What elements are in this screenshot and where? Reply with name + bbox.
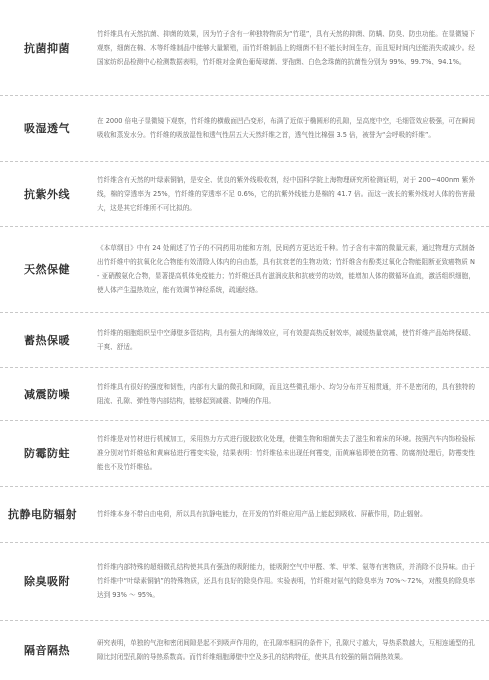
section-warmth — [0, 312, 489, 368]
section-text: 竹纤维本身不带自由电荷，所以具有抗静电能力，在开发的竹纤维应用产品上能起到吸收、屏蔽作用，防止辐射。 — [97, 510, 427, 518]
section-insulation — [0, 620, 489, 680]
section-text: 竹纤维的细胞组织呈中空薄壁多管结构，具有强大的海绵效应，可有效提高热反射效率，减缓热量衰减，使竹纤维产品始终保暖、干爽、舒适。 — [97, 328, 475, 351]
section-antibacterial — [0, 0, 489, 96]
section-title: 防霉防蛀 — [24, 447, 70, 460]
section-antistatic — [0, 486, 489, 543]
section-title: 天然保健 — [24, 263, 70, 276]
section-text: 研究表明，单独的气泡和密闭间隙是起不到吸声作用的，在孔隙率相同的条件下，孔隙尺寸越大，导热系数越大，互相连通型的孔隙比封闭型孔隙的导热系数高。而竹纤维细胞薄壁中空及多孔的结构特征，使其具有较强的隔音隔热效果。 — [97, 639, 475, 661]
section-text: 竹纤维具有很好的强度和韧性，内部有大量的微孔和间隙，而且这些微孔细小、均匀分布并互相贯通，并不是密闭的，具有独特的阻流、孔隙、弹性等内部结构，能够起到减震、防噪的作用。 — [97, 382, 475, 405]
section-title: 抗菌抑菌 — [24, 41, 70, 55]
section-text: 《本草纲目》中有 24 处阐述了竹子的不同药用功能和方剂，民间药方更达近千种。竹子含有丰富的微量元素，通过物理方式制备出竹纤维中的抗氧化化合物能有效清除人体内的自由基，具有抗衰老的生物功效；竹纤维含有酚类过氧化合物能阻断亚致癌物质 N- 亚硝酸氨化合物，显著提高机体免疫能力；竹纤维还具有滋润皮肤和抗疲劳的功效，能增加人体的微循环血流，激活组织细胞，使人体产生温热效应，能有效调节神经系统，疏通经络。 — [97, 244, 475, 294]
section-text: 竹纤维内部特殊的超细微孔结构使其具有强劲的吸附能力，能吸附空气中甲醛、苯、甲苯、氨等有害物质，并消除不良异味。由于竹纤维中“叶绿素铜钠”的特殊物质，还具有良好的除臭作用。实验表明，竹纤维对氨气的除臭率为 70%～72%，对酸臭的除臭率达到 93% ～ 95%。 — [97, 563, 475, 599]
section-natural-health — [0, 226, 489, 313]
section-title: 除臭吸附 — [24, 575, 70, 588]
section-breathable — [0, 95, 489, 162]
section-shock-noise — [0, 367, 489, 421]
section-title: 减震防噪 — [24, 387, 70, 401]
section-text: 竹纤维含有天然的叶绿素铜钠，是安全、优良的紫外线吸收剂，经中国科学院上海物理研究所检测证明，对于 200~400nm 紫外线，棉的穿透率为 25%，竹纤维的穿透率不足 0.6%，它的抗紫外线能力是棉的 41.7 倍。而这一波长的紫外线对人体的伤害最大，这是其它纤维所不可比拟的。 — [97, 175, 475, 212]
section-text: 在 2000 倍电子显微镜下观察，竹纤维的横截面凹凸变形，布满了近似于椭圆形的孔隙，呈高度中空，毛细管效应极强，可在瞬间吸收和蒸发水分。竹纤维的吸放湿性和透气性居五大天然纤维之首，透气性比棉强 3.5 倍，被誉为“会呼吸的纤维”。 — [97, 117, 475, 139]
section-mildew — [0, 420, 489, 487]
section-title: 隔音隔热 — [24, 644, 70, 657]
section-deodorize — [0, 542, 489, 621]
section-text: 竹纤维是对竹材进行机械加工，采用热力方式进行脱胶软化处理，使微生物和细菌失去了滋生和着床的环境。按照汽车内饰检验标准分别对竹纤维毡和黄麻毡进行霉变实验，结果表明：竹纤维毡未出现任何霉变，而黄麻毡即使在防霉、防腐剂处理后，防霉变性能也不及竹纤维毡。 — [97, 435, 475, 471]
section-anti-uv — [0, 161, 489, 227]
section-title: 吸湿透气 — [24, 122, 70, 135]
section-title: 抗静电防辐射 — [8, 508, 77, 521]
section-title: 抗紫外线 — [24, 187, 70, 201]
section-title: 蓄热保暖 — [24, 333, 70, 347]
section-text: 竹纤维具有天然抗菌、抑菌的效果，因为竹子含有一种独特物质为“竹琨”，具有天然的抑菌、防螨、防臭、防虫功能。在显微镜下观察，细菌在棉、木等纤维制品中能够大量繁殖，而竹纤维制品上的细菌不但不能长时间生存，而且短时间内还能消失或减少。经国家纺织品检测中心检测数据表明，竹纤维对金黄色葡萄球菌、芽孢菌、白色念珠菌的抗菌性分别为 99%、99.7%、94.1%。 — [97, 29, 475, 66]
